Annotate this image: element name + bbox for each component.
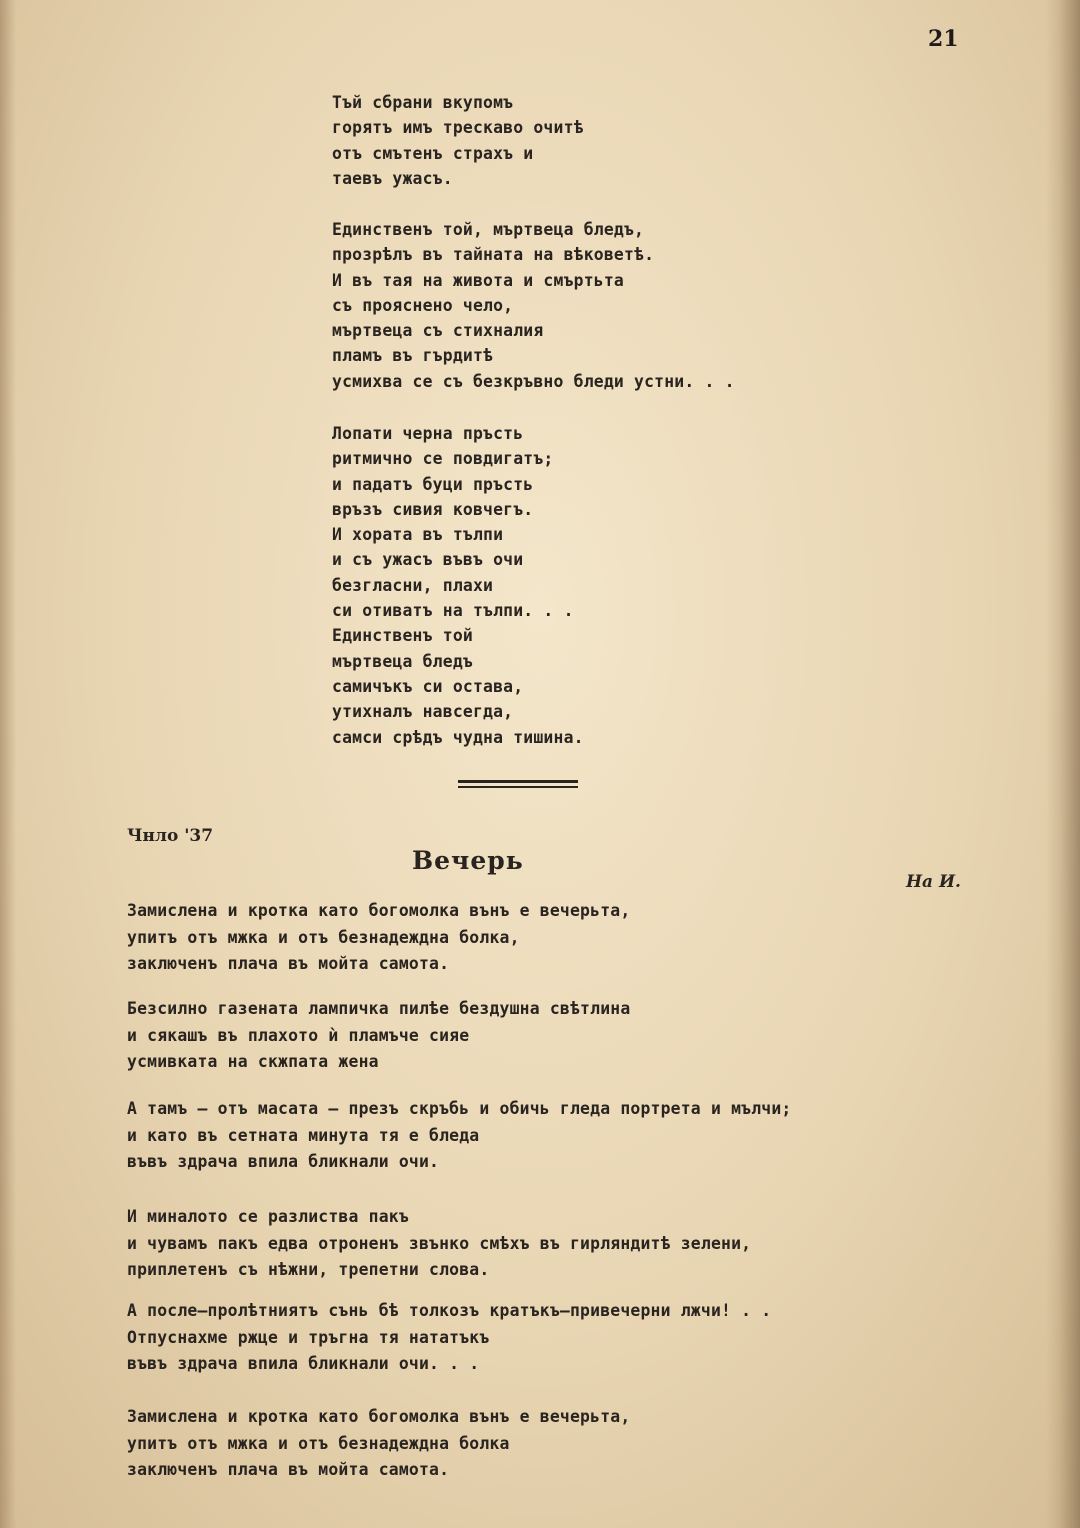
poem1-stanza-1 (332, 90, 584, 191)
poem-line: Единственъ той (332, 626, 473, 646)
poem2-stanza-3 (127, 1096, 792, 1176)
poem-line: И въ тая на живота и смъртьта (332, 270, 624, 290)
poem-line: Лопати черна пръсть (332, 424, 524, 443)
page-number: 21 (928, 26, 959, 52)
poem-line: отъ смътенъ страхъ и (332, 143, 534, 163)
poem-line: Тъй сбрани вкупомъ (332, 93, 514, 112)
poem-line: съ прояснено чело, (332, 295, 514, 315)
poem1-stanza-3 (332, 421, 584, 750)
poem-line: прозрѣлъ въ тайната на вѣковетѣ. (332, 245, 655, 265)
poem-line: усмихва се съ безкръвно бледи устни. . . (332, 371, 735, 391)
poem-line: Замислена и кротка като богомолка вънъ е вечерьта, (127, 901, 631, 920)
page-left-edge-shadow (0, 0, 16, 1528)
poem-line: въвъ здрача впила бликнали очи. (127, 1152, 440, 1171)
poem-line: и сякашъ въ плахото ѝ пламъче сияе (127, 1025, 470, 1045)
poem-line: приплетенъ съ нѣжни, трепетни слова. (127, 1260, 490, 1279)
section-divider (458, 780, 578, 788)
poem-line: горятъ имъ трескаво очитѣ (332, 118, 584, 138)
poem1-stanza-2 (332, 217, 735, 394)
poem-line: въвъ здрача впила бликнали очи. . . (127, 1354, 480, 1373)
dateline: Чнло '37 (127, 826, 214, 846)
poem2-stanza-4 (127, 1204, 751, 1284)
poem-line: А после—пролѣтниятъ сънь бѣ толкозъ кратъкъ—привечерни лжчи! . . (127, 1301, 772, 1320)
poem-line: И хората въ тълпи (332, 525, 504, 545)
poem2-stanza-2 (127, 996, 630, 1076)
poem-line: утихналъ навсегда, (332, 702, 514, 722)
poem-line: упитъ отъ мжка и отъ безнадеждна болка (127, 1433, 510, 1453)
poem-title: Вечерь (412, 846, 524, 875)
poem-line: И миналото се разлиства пакъ (127, 1207, 409, 1226)
poem-line: Отпуснахме ржце и тръгна тя нататъкъ (127, 1327, 490, 1347)
poem-line: А тамъ — отъ масата — презъ скръбь и обичь гледа портрета и мълчи; (127, 1099, 792, 1118)
poem-line: усмивката на скжпата жена (127, 1052, 379, 1071)
poem-line: самичъкъ си остава, (332, 676, 524, 696)
poem-line: и като въ сетната минута тя е бледа (127, 1125, 480, 1145)
poem-line: връзъ сивия ковчегъ. (332, 499, 534, 519)
poem2-stanza-6 (127, 1404, 630, 1484)
poem-line: тaeвъ ужасъ. (332, 168, 453, 188)
poem-line: ритмично се повдигатъ; (332, 449, 554, 469)
poem-line: мъртвеца съ стихналия (332, 321, 544, 341)
poem-line: заключенъ плача въ мойта самота. (127, 1460, 450, 1479)
poem-line: безгласни, плахи (332, 575, 494, 595)
poem-line: Замислена и кротка като богомолка вънъ е вечерьта, (127, 1407, 631, 1426)
page-right-edge-shadow (1046, 0, 1080, 1528)
poem2-stanza-5 (127, 1298, 771, 1378)
poem2-stanza-1 (127, 898, 630, 978)
poem-line: пламъ въ гърдитѣ (332, 346, 494, 366)
poem-line: и чувамъ пакъ едва отроненъ звънко смѣхъ въ гирляндитѣ зелени, (127, 1233, 752, 1253)
poem-line: заключенъ плача въ мойта самота. (127, 954, 450, 973)
poem-author: На И. (906, 872, 961, 892)
poem-line: упитъ отъ мжка и отъ безнадеждна болка, (127, 927, 520, 947)
poem-line: Единственъ той, мъртвеца бледъ, (332, 220, 645, 239)
poem-line: мъртвеца бледъ (332, 651, 473, 671)
poem-line: Безсилно газената лампичка пилѣе бездушна свѣтлина (127, 999, 631, 1018)
poem-line: самси срѣдъ чудна тишина. (332, 727, 584, 747)
poem-line: и падатъ буци пръсть (332, 474, 534, 494)
poem-line: си отиватъ на тълпи. . . (332, 601, 574, 621)
poem-line: и съ ужасъ въвъ очи (332, 550, 524, 570)
